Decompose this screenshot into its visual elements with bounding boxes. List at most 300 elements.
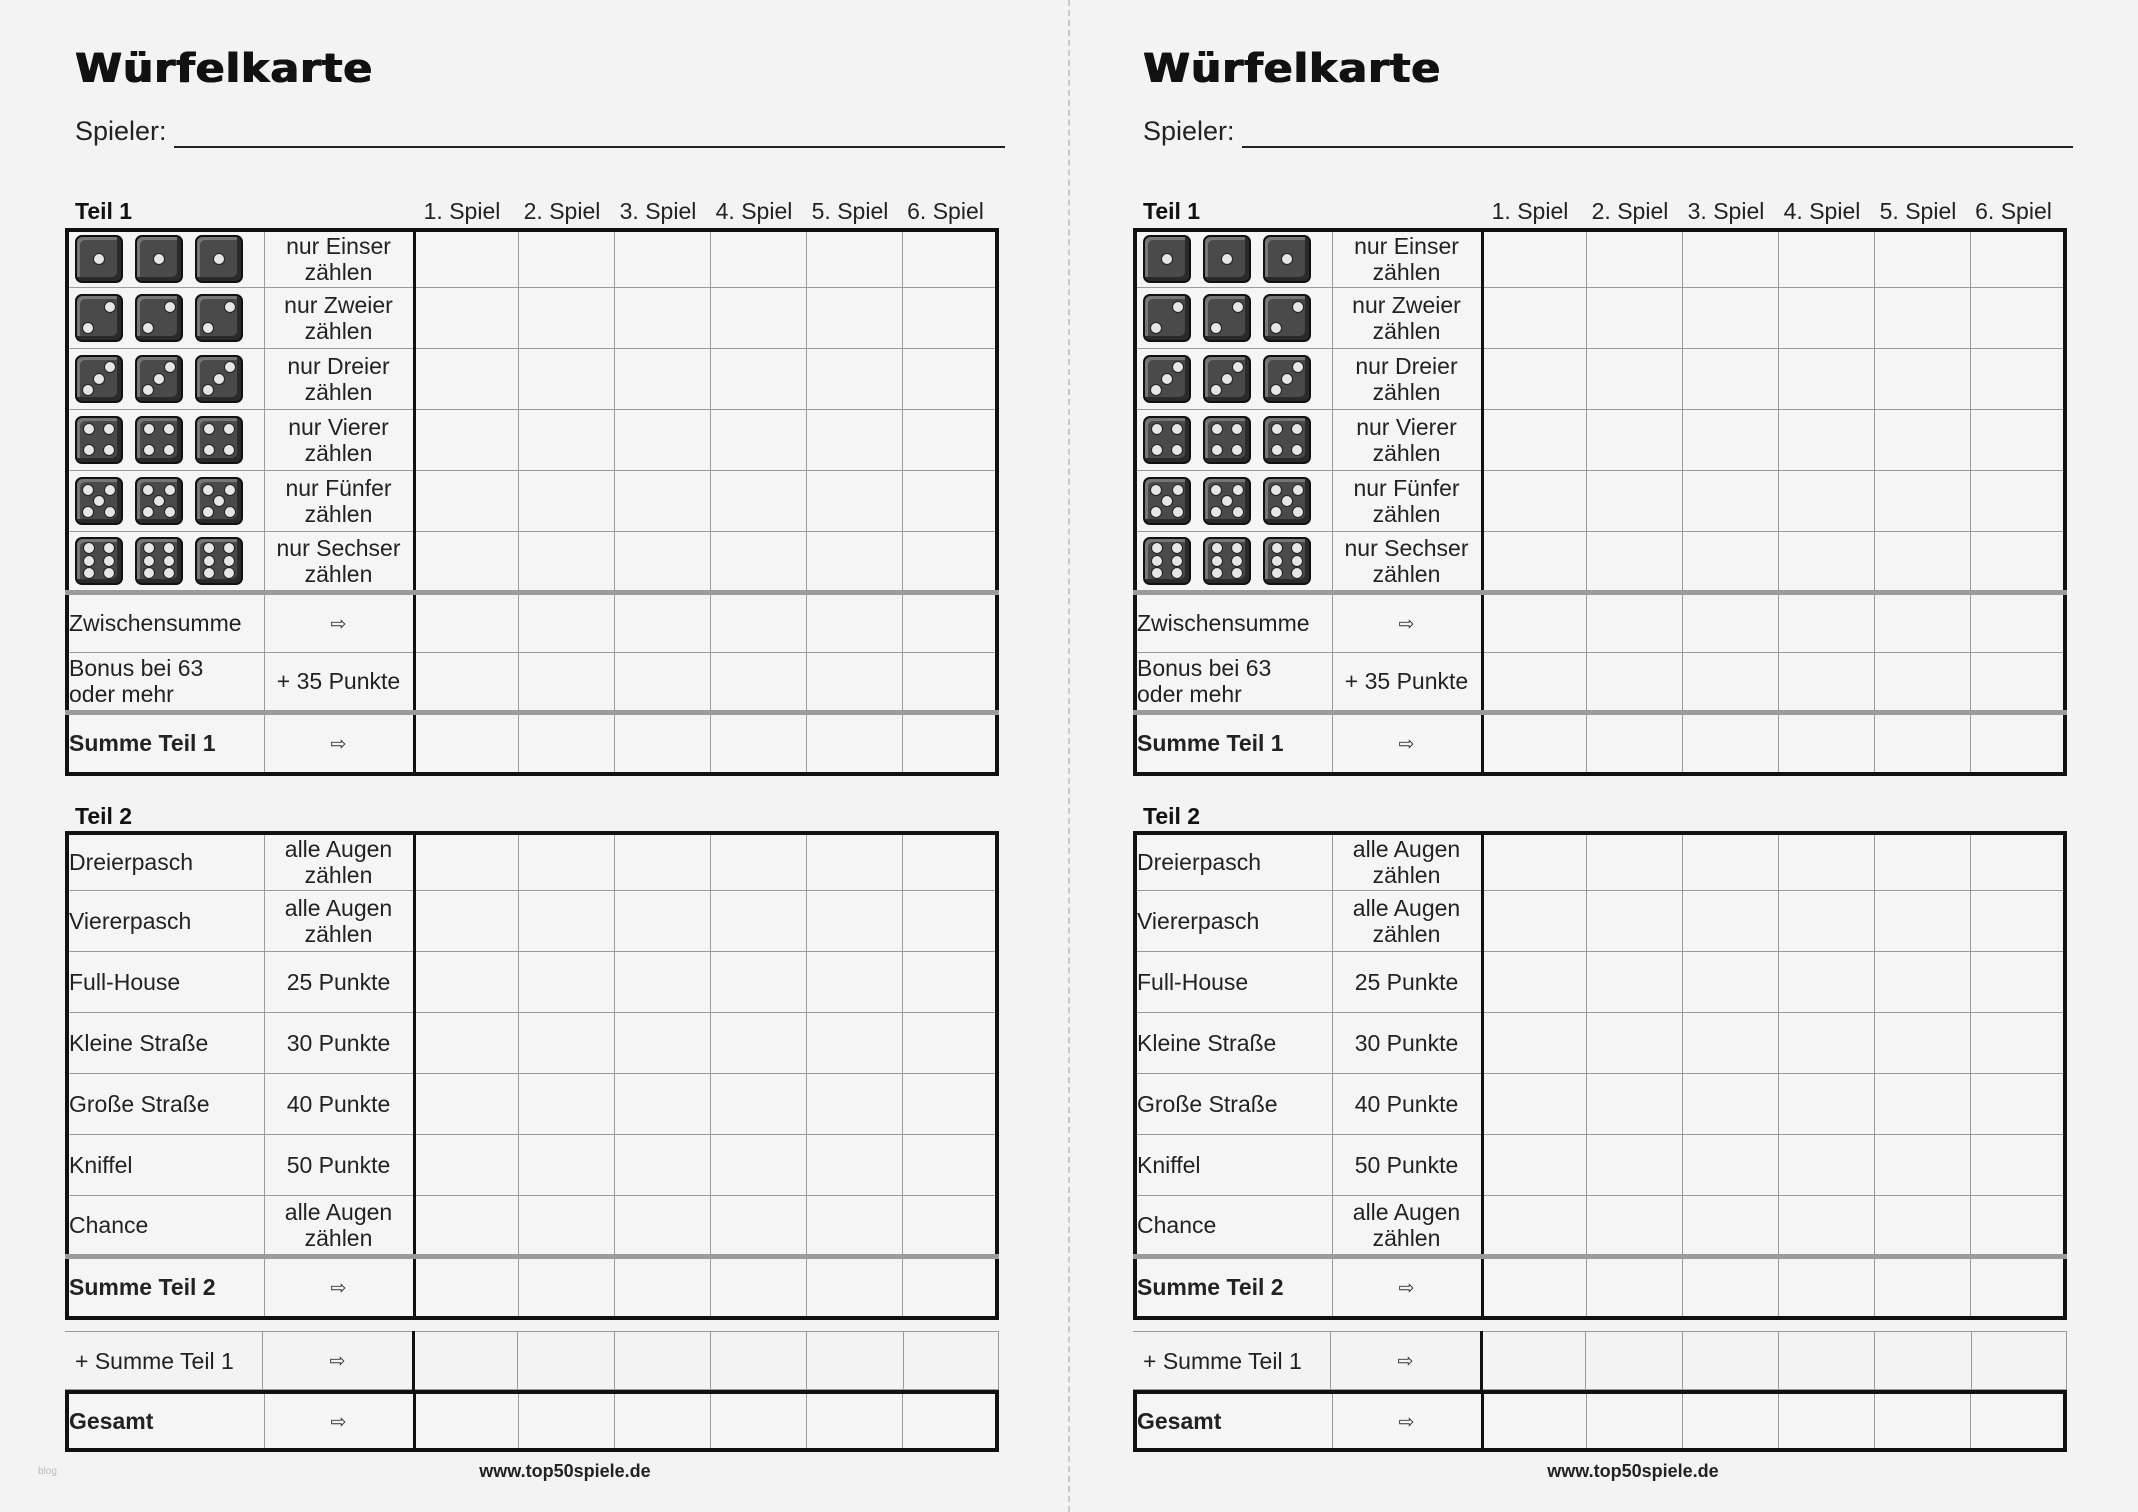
score-cell[interactable]	[414, 287, 518, 348]
score-cell[interactable]	[902, 1012, 997, 1073]
score-cell[interactable]	[1778, 531, 1874, 592]
score-cell[interactable]	[902, 1073, 997, 1134]
score-cell[interactable]	[902, 1195, 997, 1256]
score-cell[interactable]	[1778, 1073, 1874, 1134]
pip	[82, 322, 94, 334]
part2-row	[1135, 1195, 2065, 1256]
score-card-right	[1133, 0, 2133, 1512]
score-cell[interactable]	[807, 1332, 903, 1390]
score-cell[interactable]	[1682, 1256, 1778, 1318]
score-cell[interactable]	[414, 1392, 518, 1450]
score-cell[interactable]	[614, 1073, 710, 1134]
rule-text: zählen	[304, 560, 373, 587]
score-cell[interactable]	[902, 890, 997, 951]
score-cell[interactable]	[1482, 592, 1586, 652]
score-cell[interactable]	[1682, 1392, 1778, 1450]
die-6-icon	[1263, 537, 1311, 585]
website-footer: www.top50spiele.de	[479, 1461, 651, 1481]
score-cell[interactable]	[1586, 230, 1682, 287]
score-cell[interactable]	[710, 531, 806, 592]
score-cell[interactable]	[1586, 652, 1682, 712]
score-cell[interactable]	[902, 531, 997, 592]
score-cell[interactable]	[1586, 1256, 1682, 1318]
score-cell[interactable]	[1682, 951, 1778, 1012]
score-cell[interactable]	[806, 230, 902, 287]
score-cell[interactable]	[710, 1392, 806, 1450]
score-cell[interactable]	[518, 1332, 614, 1390]
score-cell[interactable]	[1874, 1195, 1970, 1256]
score-cell[interactable]	[1874, 1012, 1970, 1073]
score-cell[interactable]	[902, 470, 997, 531]
score-cell[interactable]	[614, 1134, 710, 1195]
score-cell[interactable]	[902, 951, 997, 1012]
score-cell[interactable]	[614, 1332, 710, 1390]
score-cell[interactable]	[1970, 1073, 2065, 1134]
score-cell[interactable]	[806, 1256, 902, 1318]
score-cell[interactable]	[1874, 592, 1970, 652]
pip	[1292, 506, 1304, 518]
die-1-icon	[1203, 235, 1251, 283]
score-cell[interactable]	[902, 1134, 997, 1195]
score-cell[interactable]	[414, 951, 518, 1012]
score-cell[interactable]	[614, 470, 710, 531]
pip	[1151, 423, 1163, 435]
score-cell[interactable]	[414, 1073, 518, 1134]
score-cell[interactable]	[1682, 592, 1778, 652]
score-cell[interactable]	[1778, 652, 1874, 712]
score-cell[interactable]	[806, 1134, 902, 1195]
score-cell[interactable]	[1586, 1332, 1682, 1390]
score-cell[interactable]	[1482, 951, 1586, 1012]
score-cell[interactable]	[1874, 531, 1970, 592]
score-cell[interactable]	[1874, 951, 1970, 1012]
rule-text: alle Augen	[1352, 894, 1461, 921]
score-cell[interactable]	[1874, 712, 1970, 774]
score-cell[interactable]	[614, 348, 710, 409]
score-cell[interactable]	[1970, 230, 2065, 287]
score-cell[interactable]	[1682, 1134, 1778, 1195]
score-cell[interactable]	[414, 470, 518, 531]
score-cell[interactable]	[1970, 712, 2065, 774]
score-cell[interactable]	[414, 1256, 518, 1318]
score-cell[interactable]	[614, 833, 710, 890]
score-cell[interactable]	[902, 230, 997, 287]
score-cell[interactable]	[1778, 1332, 1874, 1390]
player-label: Spieler:	[75, 116, 167, 146]
score-cell[interactable]	[1586, 1134, 1682, 1195]
part2-row	[67, 1195, 997, 1256]
score-cell[interactable]	[1874, 409, 1970, 470]
score-cell[interactable]	[806, 592, 902, 652]
score-cell[interactable]	[1682, 652, 1778, 712]
player-name-line[interactable]	[174, 146, 1005, 148]
score-cell[interactable]	[1482, 1256, 1586, 1318]
score-cell[interactable]	[1778, 1256, 1874, 1318]
score-cell[interactable]	[1970, 1012, 2065, 1073]
score-cell[interactable]	[1874, 1073, 1970, 1134]
part1-row	[67, 409, 997, 470]
pip	[103, 542, 115, 554]
score-cell[interactable]	[1482, 833, 1586, 890]
score-cell[interactable]	[614, 951, 710, 1012]
score-cell[interactable]	[1874, 1392, 1970, 1450]
bonus-label-line: oder mehr	[1137, 681, 1242, 707]
score-cell[interactable]	[1970, 592, 2065, 652]
pip	[1172, 301, 1184, 313]
score-cell[interactable]	[1482, 1392, 1586, 1450]
part1-table	[1133, 228, 2067, 776]
part1-row	[1135, 287, 2065, 348]
score-cell[interactable]	[1778, 712, 1874, 774]
pip	[1210, 322, 1222, 334]
score-cell[interactable]	[1586, 1073, 1682, 1134]
score-cell[interactable]	[1874, 1256, 1970, 1318]
part2-row	[67, 833, 997, 890]
score-cell[interactable]	[1586, 592, 1682, 652]
part1-row	[1135, 348, 2065, 409]
score-cell[interactable]	[614, 1012, 710, 1073]
die-2-icon	[195, 294, 243, 342]
part1-row	[67, 348, 997, 409]
score-cell[interactable]	[1970, 409, 2065, 470]
score-cell[interactable]	[414, 1012, 518, 1073]
score-cell[interactable]	[614, 592, 710, 652]
pip	[103, 444, 115, 456]
score-cell[interactable]	[806, 409, 902, 470]
score-cell[interactable]	[1482, 348, 1586, 409]
score-cell[interactable]	[1586, 287, 1682, 348]
score-cell[interactable]	[414, 592, 518, 652]
score-cell[interactable]	[1586, 712, 1682, 774]
score-cell[interactable]	[1970, 890, 2065, 951]
pip	[143, 555, 155, 567]
score-cell[interactable]	[1482, 1073, 1586, 1134]
score-cell[interactable]	[710, 1134, 806, 1195]
score-cell[interactable]	[518, 712, 614, 774]
score-cell[interactable]	[1874, 833, 1970, 890]
score-cell[interactable]	[1970, 1134, 2065, 1195]
score-cell[interactable]	[518, 1256, 614, 1318]
score-cell[interactable]	[1482, 230, 1586, 287]
score-cell[interactable]	[1778, 230, 1874, 287]
score-cell[interactable]	[1481, 1332, 1585, 1390]
score-cell[interactable]	[414, 1134, 518, 1195]
score-cell[interactable]	[614, 1256, 710, 1318]
summe-teil1-label: Summe Teil 1	[1135, 712, 1332, 774]
score-cell[interactable]	[1482, 531, 1586, 592]
score-cell[interactable]	[1586, 833, 1682, 890]
score-cell[interactable]	[518, 592, 614, 652]
score-cell[interactable]	[806, 712, 902, 774]
score-cell[interactable]	[1874, 470, 1970, 531]
score-cell[interactable]	[1778, 348, 1874, 409]
score-cell[interactable]	[1682, 409, 1778, 470]
pip	[1271, 555, 1283, 567]
score-cell[interactable]	[414, 1195, 518, 1256]
score-cell[interactable]	[518, 890, 614, 951]
score-cell[interactable]	[1874, 1134, 1970, 1195]
score-cell[interactable]	[1682, 712, 1778, 774]
score-cell[interactable]	[1778, 470, 1874, 531]
dice-group	[1137, 294, 1332, 342]
score-cell[interactable]	[1482, 1012, 1586, 1073]
pip	[1291, 555, 1303, 567]
part1-row	[67, 287, 997, 348]
score-cell[interactable]	[902, 1392, 997, 1450]
score-cell[interactable]	[806, 1392, 902, 1450]
score-cell[interactable]	[1778, 287, 1874, 348]
score-cell[interactable]	[806, 1195, 902, 1256]
score-cell[interactable]	[1778, 1392, 1874, 1450]
score-cell[interactable]	[710, 1073, 806, 1134]
rule-cell	[264, 1073, 414, 1134]
score-cell[interactable]	[1682, 348, 1778, 409]
pip	[163, 555, 175, 567]
score-cell[interactable]	[614, 287, 710, 348]
score-cell[interactable]	[1482, 1134, 1586, 1195]
score-cell[interactable]	[1970, 348, 2065, 409]
part2-row	[67, 890, 997, 951]
dice-cell	[1135, 348, 1332, 409]
pip	[1171, 555, 1183, 567]
score-cell[interactable]	[806, 951, 902, 1012]
score-cell[interactable]	[710, 1012, 806, 1073]
score-cell[interactable]	[518, 1134, 614, 1195]
score-cell[interactable]	[1586, 951, 1682, 1012]
score-cell[interactable]	[1682, 531, 1778, 592]
score-cell[interactable]	[903, 1332, 998, 1390]
die-4-icon	[75, 416, 123, 464]
score-cell[interactable]	[806, 287, 902, 348]
score-cell[interactable]	[1482, 470, 1586, 531]
score-cell[interactable]	[1586, 531, 1682, 592]
game-header: 5. Spiel	[1879, 198, 1957, 224]
score-cell[interactable]	[1682, 470, 1778, 531]
score-cell[interactable]	[518, 531, 614, 592]
score-cell[interactable]	[1970, 287, 2065, 348]
score-cell[interactable]	[902, 348, 997, 409]
score-cell[interactable]	[1778, 409, 1874, 470]
score-cell[interactable]	[710, 409, 806, 470]
pip	[1211, 567, 1223, 579]
score-cell[interactable]	[1482, 1195, 1586, 1256]
part1-row	[1135, 230, 2065, 287]
score-cell[interactable]	[414, 348, 518, 409]
score-cell[interactable]	[414, 833, 518, 890]
score-cell[interactable]	[414, 890, 518, 951]
score-cell[interactable]	[414, 712, 518, 774]
score-cell[interactable]	[614, 1392, 710, 1450]
score-cell[interactable]	[1482, 409, 1586, 470]
score-cell[interactable]	[614, 652, 710, 712]
score-cell[interactable]	[710, 890, 806, 951]
score-cell[interactable]	[1970, 652, 2065, 712]
score-cell[interactable]	[414, 409, 518, 470]
score-cell[interactable]	[614, 890, 710, 951]
score-cell[interactable]	[518, 230, 614, 287]
score-cell[interactable]	[710, 470, 806, 531]
score-cell[interactable]	[902, 592, 997, 652]
score-cell[interactable]	[1482, 652, 1586, 712]
rule-cell	[1332, 470, 1482, 531]
score-cell[interactable]	[1586, 348, 1682, 409]
plus-summe-table	[65, 1331, 999, 1390]
score-cell[interactable]	[902, 1256, 997, 1318]
score-cell[interactable]	[414, 652, 518, 712]
score-cell[interactable]	[710, 287, 806, 348]
score-cell[interactable]	[902, 833, 997, 890]
pip	[164, 506, 176, 518]
score-cell[interactable]	[902, 409, 997, 470]
score-cell[interactable]	[1971, 1332, 2066, 1390]
rule-text: 40 Punkte	[286, 1090, 391, 1117]
score-cell[interactable]	[1682, 1332, 1778, 1390]
score-cell[interactable]	[1586, 409, 1682, 470]
summe-teil2-row	[67, 1256, 997, 1318]
score-cell[interactable]	[806, 531, 902, 592]
score-cell[interactable]	[1874, 890, 1970, 951]
gesamt-table	[1133, 1390, 2067, 1452]
score-cell[interactable]	[1875, 1332, 1971, 1390]
score-cell[interactable]	[614, 531, 710, 592]
rule-text: 30 Punkte	[1354, 1029, 1459, 1056]
pip	[143, 567, 155, 579]
score-cell[interactable]	[806, 1012, 902, 1073]
score-cell[interactable]	[806, 1073, 902, 1134]
score-cell[interactable]	[1682, 1195, 1778, 1256]
score-cell[interactable]	[614, 712, 710, 774]
score-cell[interactable]	[518, 287, 614, 348]
score-cell[interactable]	[1874, 230, 1970, 287]
score-cell[interactable]	[1682, 833, 1778, 890]
score-cell[interactable]	[1586, 1012, 1682, 1073]
score-cell[interactable]	[1970, 833, 2065, 890]
bonus-label-line: oder mehr	[69, 681, 174, 707]
pip	[1292, 361, 1304, 373]
score-cell[interactable]	[414, 230, 518, 287]
score-cell[interactable]	[806, 890, 902, 951]
score-cell[interactable]	[1482, 890, 1586, 951]
score-cell[interactable]	[1482, 287, 1586, 348]
score-cell[interactable]	[806, 652, 902, 712]
score-cell[interactable]	[518, 1073, 614, 1134]
score-cell[interactable]	[806, 348, 902, 409]
score-cell[interactable]	[1682, 1073, 1778, 1134]
score-cell[interactable]	[1970, 1195, 2065, 1256]
score-cell[interactable]	[614, 1195, 710, 1256]
score-cell[interactable]	[902, 652, 997, 712]
score-cell[interactable]	[1778, 1134, 1874, 1195]
score-cell[interactable]	[1586, 470, 1682, 531]
pip	[1221, 495, 1233, 507]
score-cell[interactable]	[414, 531, 518, 592]
score-cell[interactable]	[1874, 348, 1970, 409]
score-cell[interactable]	[1970, 951, 2065, 1012]
score-cell[interactable]	[1682, 890, 1778, 951]
pip	[163, 542, 175, 554]
score-cell[interactable]	[710, 230, 806, 287]
dice-cell	[1135, 470, 1332, 531]
score-cell[interactable]	[1970, 1256, 2065, 1318]
score-cell[interactable]	[710, 951, 806, 1012]
score-cell[interactable]	[1778, 890, 1874, 951]
score-cell[interactable]	[1682, 230, 1778, 287]
score-cell[interactable]	[1778, 951, 1874, 1012]
score-cell[interactable]	[518, 1392, 614, 1450]
score-cell[interactable]	[614, 409, 710, 470]
score-cell[interactable]	[518, 1012, 614, 1073]
score-cell[interactable]	[518, 1195, 614, 1256]
score-cell[interactable]	[413, 1332, 517, 1390]
score-cell[interactable]	[1586, 1392, 1682, 1450]
rule-text: nur Einser	[286, 233, 391, 260]
dice-group	[69, 537, 264, 585]
pip	[164, 361, 176, 373]
score-cell[interactable]	[710, 652, 806, 712]
die-1-icon	[135, 235, 183, 283]
score-cell[interactable]	[1586, 1195, 1682, 1256]
rule-text: nur Zweier	[284, 291, 393, 318]
score-cell[interactable]	[1682, 1012, 1778, 1073]
score-cell[interactable]	[518, 409, 614, 470]
bonus-label	[1135, 652, 1332, 712]
score-cell[interactable]	[1970, 470, 2065, 531]
rule-cell	[1331, 1332, 1482, 1390]
score-cell[interactable]	[1778, 833, 1874, 890]
score-cell[interactable]	[518, 652, 614, 712]
dice-cell	[1135, 230, 1332, 287]
score-cell[interactable]	[1874, 287, 1970, 348]
score-cell[interactable]	[518, 470, 614, 531]
score-cell[interactable]	[1682, 287, 1778, 348]
score-cell[interactable]	[710, 1256, 806, 1318]
score-cell[interactable]	[1970, 1392, 2065, 1450]
score-cell[interactable]	[1970, 531, 2065, 592]
score-cell[interactable]	[1586, 890, 1682, 951]
gesamt-table	[65, 1390, 999, 1452]
score-cell[interactable]	[806, 833, 902, 890]
die-4-icon	[195, 416, 243, 464]
game-header-row	[1482, 198, 2066, 228]
score-cell[interactable]	[710, 1195, 806, 1256]
score-cell[interactable]	[806, 470, 902, 531]
score-cell[interactable]	[1778, 592, 1874, 652]
score-cell[interactable]	[1482, 712, 1586, 774]
score-cell[interactable]	[902, 287, 997, 348]
score-cell[interactable]	[1874, 652, 1970, 712]
part1-row	[1135, 531, 2065, 592]
player-name-line[interactable]	[1242, 146, 2073, 148]
pip	[1211, 423, 1223, 435]
score-cell[interactable]	[710, 833, 806, 890]
score-cell[interactable]	[518, 348, 614, 409]
score-cell[interactable]	[614, 230, 710, 287]
score-cell[interactable]	[518, 833, 614, 890]
row-label: Chance	[1135, 1195, 1332, 1256]
score-cell[interactable]	[710, 712, 806, 774]
score-cell[interactable]	[710, 1332, 806, 1390]
die-1-icon	[1143, 235, 1191, 283]
score-cell[interactable]	[902, 712, 997, 774]
pip	[213, 253, 225, 265]
score-cell[interactable]	[710, 592, 806, 652]
score-cell[interactable]	[518, 951, 614, 1012]
score-cell[interactable]	[710, 348, 806, 409]
score-cell[interactable]	[1778, 1195, 1874, 1256]
score-cell[interactable]	[1778, 1012, 1874, 1073]
part2-row	[1135, 833, 2065, 890]
die-6-icon	[75, 537, 123, 585]
